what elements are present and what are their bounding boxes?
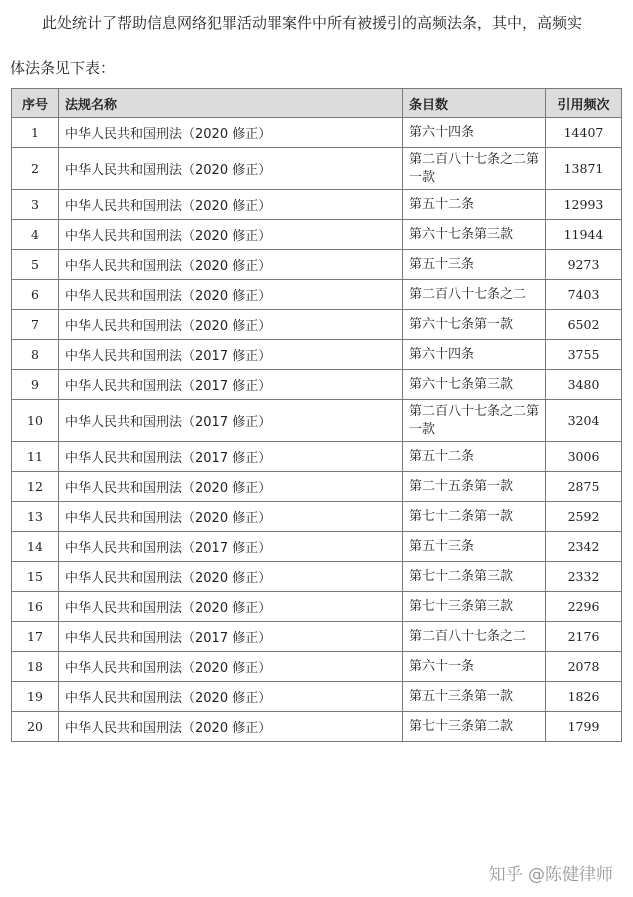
cell-article: 第六十七条第一款 [403,310,546,340]
table-row [12,400,622,442]
cell-freq: 14407 [546,118,622,148]
cell-article: 第五十二条 [403,442,546,472]
table-row [12,370,622,400]
table-row [12,280,622,310]
table-row [12,250,622,280]
header-law: 法规名称 [59,89,403,118]
cell-article: 第七十二条第一款 [403,502,546,532]
cell-freq: 1826 [546,682,622,712]
cell-law: 中华人民共和国刑法（2020 修正） [59,310,403,340]
cell-num: 13 [12,502,59,532]
cell-num: 4 [12,220,59,250]
cell-law: 中华人民共和国刑法（2017 修正） [59,532,403,562]
cell-num: 1 [12,118,59,148]
table-row [12,148,622,190]
table-row [12,532,622,562]
intro-paragraph-line-2: 体法条见下表： [10,59,116,77]
cell-num: 6 [12,280,59,310]
cell-article: 第二百八十七条之二 [403,280,546,310]
cell-num: 20 [12,712,59,742]
cell-num: 11 [12,442,59,472]
cell-article: 第二百八十七条之二第一款 [403,400,546,442]
cell-article: 第二百八十七条之二第一款 [403,148,546,190]
cell-num: 8 [12,340,59,370]
cell-freq: 2342 [546,532,622,562]
cell-freq: 2078 [546,652,622,682]
cell-num: 10 [12,400,59,442]
table-row [12,190,622,220]
cell-article: 第二百八十七条之二 [403,622,546,652]
cell-article: 第六十一条 [403,652,546,682]
cell-num: 2 [12,148,59,190]
cell-article: 第六十七条第三款 [403,370,546,400]
cell-article: 第七十二条第三款 [403,562,546,592]
cell-law: 中华人民共和国刑法（2017 修正） [59,622,403,652]
table-row [12,712,622,742]
table-row [12,442,622,472]
cell-freq: 6502 [546,310,622,340]
cell-article: 第六十四条 [403,118,546,148]
cell-freq: 2875 [546,472,622,502]
cell-freq: 2592 [546,502,622,532]
cell-num: 17 [12,622,59,652]
cell-num: 19 [12,682,59,712]
table-header-row [12,89,622,118]
table-row [12,220,622,250]
table-row [12,562,622,592]
header-freq: 引用频次 [546,89,622,118]
cell-law: 中华人民共和国刑法（2020 修正） [59,280,403,310]
cell-freq: 3480 [546,370,622,400]
table-row [12,502,622,532]
cell-num: 5 [12,250,59,280]
header-num: 序号 [12,89,59,118]
table-row [12,622,622,652]
cell-freq: 1799 [546,712,622,742]
table-row [12,340,622,370]
table-row [12,592,622,622]
cell-law: 中华人民共和国刑法（2020 修正） [59,148,403,190]
watermark: 知乎 @陈健律师 [488,865,613,885]
cell-article: 第五十二条 [403,190,546,220]
cell-freq: 2176 [546,622,622,652]
cell-law: 中华人民共和国刑法（2020 修正） [59,682,403,712]
cell-law: 中华人民共和国刑法（2017 修正） [59,442,403,472]
cell-article: 第七十三条第三款 [403,592,546,622]
cell-freq: 2296 [546,592,622,622]
cell-article: 第五十三条第一款 [403,682,546,712]
cell-freq: 3755 [546,340,622,370]
cell-article: 第六十四条 [403,340,546,370]
cell-freq: 7403 [546,280,622,310]
cell-article: 第五十三条 [403,532,546,562]
cell-freq: 2332 [546,562,622,592]
cell-article: 第六十七条第三款 [403,220,546,250]
cell-law: 中华人民共和国刑法（2020 修正） [59,562,403,592]
cell-law: 中华人民共和国刑法（2020 修正） [59,118,403,148]
table-row [12,472,622,502]
header-article: 条目数 [403,89,546,118]
cell-article: 第二十五条第一款 [403,472,546,502]
cell-num: 15 [12,562,59,592]
cell-law: 中华人民共和国刑法（2020 修正） [59,592,403,622]
cell-law: 中华人民共和国刑法（2017 修正） [59,370,403,400]
cell-law: 中华人民共和国刑法（2020 修正） [59,220,403,250]
cell-num: 7 [12,310,59,340]
cell-freq: 13871 [546,148,622,190]
cell-law: 中华人民共和国刑法（2020 修正） [59,472,403,502]
table-row [12,310,622,340]
cell-law: 中华人民共和国刑法（2017 修正） [59,400,403,442]
cell-article: 第七十三条第二款 [403,712,546,742]
table-row [12,682,622,712]
cell-freq: 12993 [546,190,622,220]
table-row [12,118,622,148]
cell-freq: 9273 [546,250,622,280]
cell-num: 14 [12,532,59,562]
cell-freq: 3006 [546,442,622,472]
cell-law: 中华人民共和国刑法（2020 修正） [59,712,403,742]
cell-law: 中华人民共和国刑法（2020 修正） [59,190,403,220]
cell-num: 9 [12,370,59,400]
high-frequency-articles-table [11,88,622,742]
cell-num: 3 [12,190,59,220]
intro-paragraph-line-1: 此处统计了帮助信息网络犯罪活动罪案件中所有被援引的高频法条，其中，高频实 [42,14,583,32]
table-row [12,652,622,682]
cell-num: 12 [12,472,59,502]
cell-freq: 11944 [546,220,622,250]
cell-law: 中华人民共和国刑法（2017 修正） [59,340,403,370]
cell-article: 第五十三条 [403,250,546,280]
cell-law: 中华人民共和国刑法（2020 修正） [59,652,403,682]
cell-freq: 3204 [546,400,622,442]
cell-num: 16 [12,592,59,622]
cell-num: 18 [12,652,59,682]
cell-law: 中华人民共和国刑法（2020 修正） [59,502,403,532]
cell-law: 中华人民共和国刑法（2020 修正） [59,250,403,280]
